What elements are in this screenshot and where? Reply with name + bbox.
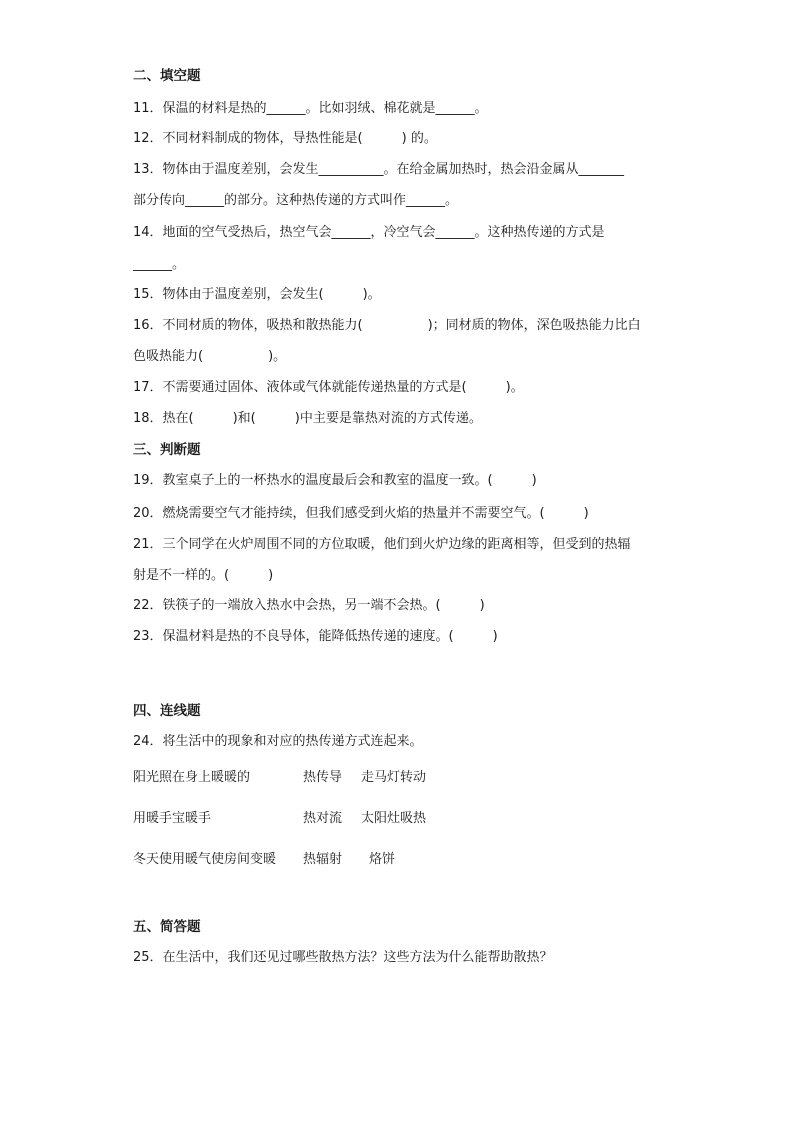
heat-transfer-method: 热辐射: [303, 852, 343, 867]
question-line: 19．教室桌子上的一杯热水的温度最后会和教室的温度一致。( ): [133, 473, 537, 488]
question-line: 12．不同材料制成的物体，导热性能是( ) 的。: [133, 131, 437, 146]
heat-transfer-method: 热传导: [303, 770, 343, 785]
question-line: 13．物体由于温度差别，会发生__________。在给金属加热时，热会沿金属从_______: [133, 162, 625, 177]
section-heading-matching: 四、连线题: [133, 703, 201, 719]
question-line: 25．在生活中，我们还见过哪些散热方法？这些方法为什么能帮助散热？: [133, 950, 553, 965]
question-line: 17．不需要通过固体、液体或气体就能传递热量的方式是( )。: [133, 380, 524, 395]
phenomenon-item: 阳光照在身上暖暖的: [133, 770, 251, 785]
question-line: ______。: [133, 257, 186, 272]
phenomenon-item: 冬天使用暖气使房间变暖: [133, 852, 277, 867]
question-line: 11．保温的材料是热的______。比如羽绒、棉花就是______。: [133, 101, 488, 116]
section-heading-short-answer: 五、简答题: [133, 919, 201, 935]
phenomenon-item: 用暖手宝暖手: [133, 811, 212, 826]
question-line: 射是不一样的。( ): [133, 568, 274, 583]
question-line: 18．热在( )和( )中主要是靠热对流的方式传递。: [133, 411, 482, 426]
question-line: 20．燃烧需要空气才能持续，但我们感受到火焰的热量并不需要空气。( ): [133, 506, 589, 521]
question-line: 21．三个同学在火炉周围不同的方位取暖，他们到火炉边缘的距离相等，但受到的热辐: [133, 537, 631, 552]
question-line: 14．地面的空气受热后，热空气会______，冷空气会______。这种热传递的方式是: [133, 225, 605, 240]
example-item: 走马灯转动: [361, 770, 427, 785]
section-heading-fill-blank: 二、填空题: [133, 68, 201, 84]
question-line: 16．不同材质的物体，吸热和散热能力( )；同材质的物体，深色吸热能力比白: [133, 318, 641, 333]
example-item: 太阳灶吸热: [361, 811, 427, 826]
question-line: 23．保温材料是热的不良导体，能降低热传递的速度。( ): [133, 629, 498, 644]
example-item: 烙饼: [369, 852, 396, 867]
question-line: 15．物体由于温度差别，会发生( )。: [133, 287, 381, 302]
question-line: 22．铁筷子的一端放入热水中会热，另一端不会热。( ): [133, 598, 485, 613]
section-heading-true-false: 三、判断题: [133, 442, 201, 458]
question-line: 24．将生活中的现象和对应的热传递方式连起来。: [133, 734, 423, 749]
heat-transfer-method: 热对流: [303, 811, 343, 826]
question-line: 色吸热能力( )。: [133, 349, 287, 364]
question-line: 部分传向______的部分。这种热传递的方式叫作______。: [133, 193, 459, 208]
